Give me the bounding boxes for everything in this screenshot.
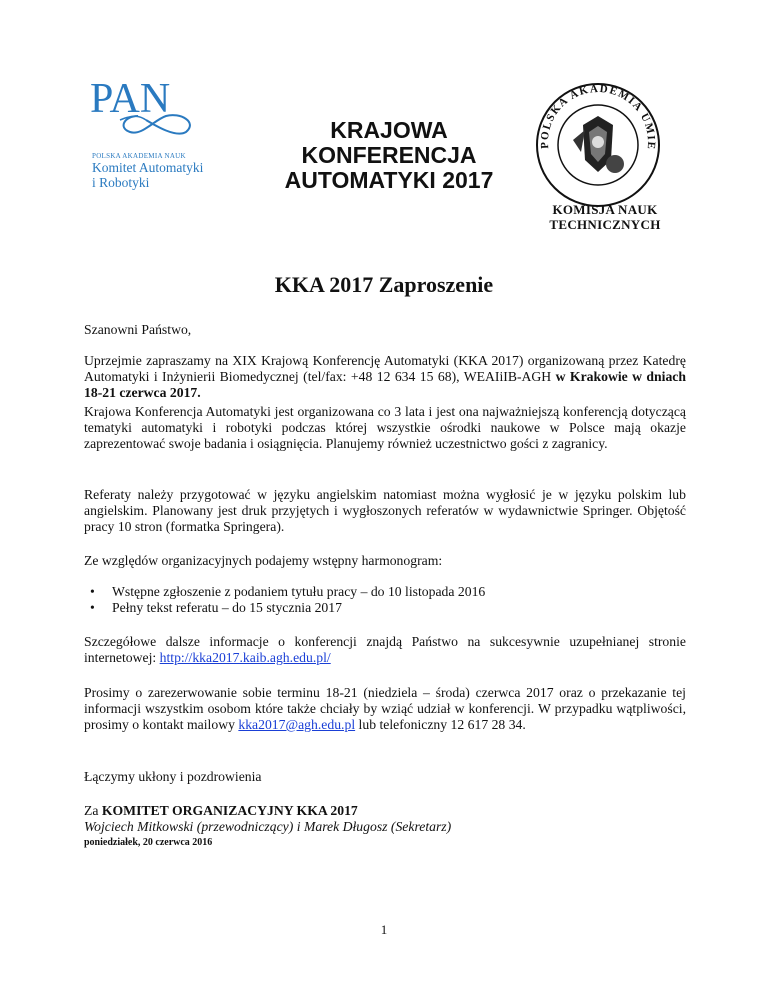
document-date: poniedziałek, 20 czerwca 2016 [84,837,213,848]
pan-logo [90,76,200,142]
invitation-text: Uprzejmie zapraszamy na XIX Krajową Konferencję Automatyki (KKA 2017) organizowaną przez Katedrę Automatyki i Inżynierii Biomedycznej (tel/fax: +48 12 634 15 68), WEAIiIB-AGH [84,353,686,384]
title-line-1: KRAJOWA [330,117,448,143]
schedule-item-1: Wstępne zgłoszenie z podaniem tytułu pracy – do 10 listopada 2016 [112,584,486,599]
paragraph-reservation [84,685,686,733]
svg-text:POLSKA AKADEMIA UMIEJĘTNOŚCI: POLSKA AKADEMIA UMIE [538,82,658,151]
page-heading: KKA 2017 Zaproszenie [274,272,494,297]
title-line-3: AUTOMATYKI 2017 [284,167,494,193]
reservation-after: lub telefoniczny 12 617 28 34. [355,717,526,732]
bullet-icon: • [90,600,95,615]
list-item [84,584,686,600]
paragraph-papers: Referaty należy przygotować w języku angielskim natomiast można wygłosić je w języku polskim lub angielskim. Planowany jest druk przyjętych i wygłoszonych referatów w wydawnictwie Springer. Objętość pracy 10 stron (formatka Springera). [84,487,686,534]
signature-prefix: Za [84,803,102,818]
conference-title [260,118,518,193]
paragraph-schedule-intro: Ze względów organizacyjnych podajemy wstępny harmonogram: [84,553,443,568]
schedule-item-2: Pełny tekst referatu – do 15 stycznia 2017 [112,600,342,615]
title-line-2: KONFERENCJA [301,142,477,168]
pan-caption [92,152,212,190]
list-item [84,600,686,616]
closing: Łączymy ukłony i pozdrowienia [84,769,262,784]
pan-komitet-line1: Komitet Automatyki [92,160,204,175]
signature-names: Wojciech Mitkowski (przewodniczący) i Marek Długosz (Sekretarz) [84,819,452,834]
pau-caption-line2: TECHNICZNYCH [549,217,661,232]
pau-caption-line1: KOMISJA NAUK [552,202,658,217]
signature-committee-line [84,803,686,819]
contact-email-link[interactable]: kka2017@agh.edu.pl [238,717,356,732]
conference-website-link[interactable]: http://kka2017.kaib.agh.edu.pl/ [159,650,331,665]
reservation-text: Prosimy o zarezerwowanie sobie terminu 18-21 (niedziela – środa) czerwca 2017 oraz o przekazanie tej informacji wszystkim osobom które także chciały by wziąć udział w konferencji. W przypadku wątpliwości, prosimy o kontakt mailowy [84,685,686,732]
paragraph-invitation [84,353,686,401]
invitation-bold: w Krakowie w dniach 18-21 czerwca 2017. [84,369,686,400]
pau-caption [530,202,680,232]
signature-committee: KOMITET ORGANIZACYJNY KKA 2017 [101,803,358,818]
pan-logo-mark: PAN [90,76,171,122]
pau-seal [533,80,663,210]
paragraph-info [84,634,686,666]
pan-komitet-line2: i Robotyki [92,175,150,190]
signature-block [84,803,686,851]
greeting: Szanowni Państwo, [84,322,192,337]
paragraph-about: Krajowa Konferencja Automatyki jest organizowana co 3 lata i jest ona najważniejszą konferencją dotyczącą tematyki automatyki i robotyki podczas której wszystkie ośrodki naukowe w Polsce mają okazje zaprezentować swoje badania i osiągnięcia. Planujemy również uczestnictwo gości z zagranicy. [84,404,686,451]
info-text: Szczegółowe dalsze informacje o konferencji znajdą Państwo na sukcesywnie uzupełnianej stronie internetowej: [84,634,686,665]
bullet-icon: • [90,584,95,599]
schedule-list [84,584,686,616]
page-number: 1 [380,922,388,937]
pan-small-text: POLSKA AKADEMIA NAUK [92,152,186,160]
